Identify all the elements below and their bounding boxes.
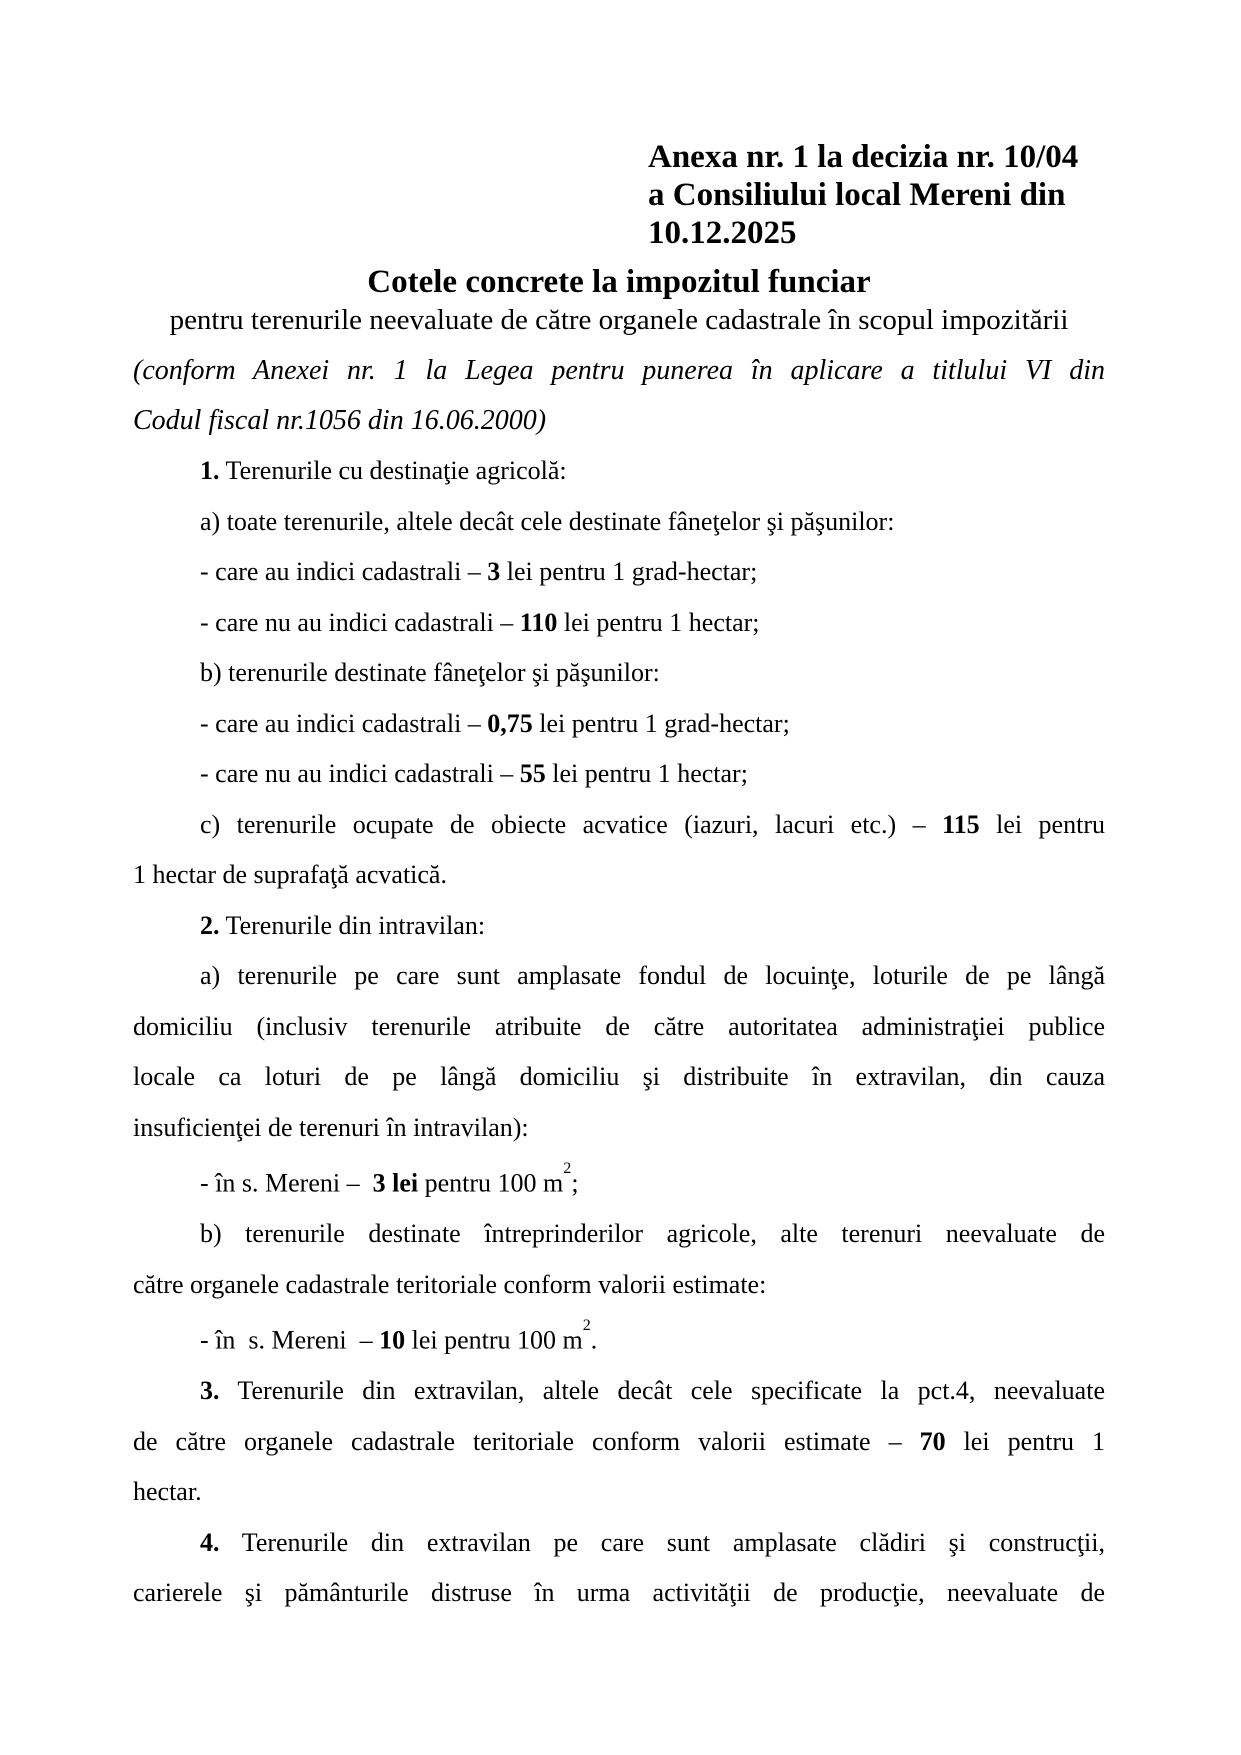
rate-line-noncadastral-55: - care nu au indici cadastrali – 55 lei pentru 1 hectar; [200,759,748,788]
paragraph-2a [133,951,1105,1153]
paragraph-4-line-2: carierele şi pământurile distruse în urma activităţii de producţie, neevaluate de [133,1578,1105,1608]
paragraph-2-number: 2. [200,910,220,940]
annex-header [648,138,1105,252]
paragraph-3-number: 3. [200,1376,220,1406]
paragraph-2a-line-4: insuficienţei de terenuri în intravilan): [133,1112,529,1142]
annex-header-line-1: Anexa nr. 1 la decizia nr. 10/04 [648,139,1079,175]
paragraph-1a: a) toate terenurile, altele decât cele destinate fâneţelor şi păşunilor: [200,506,895,536]
paragraph-2-text: Terenurile din intravilan: [219,910,486,940]
legal-reference-line-1: (conform Anexei nr. 1 la Legea pentru punerea în aplicare a titlului VI din [133,355,1105,386]
rate-value-70: 70 [919,1426,946,1456]
document-body [133,446,1105,1619]
paragraph-1c-line-1: c) terenurile ocupate de obiecte acvatice (iazuri, lacuri etc.) – 115 lei pentru [200,809,1105,839]
rate-value-110: 110 [519,607,558,637]
rate-line-cadastral-3: - care au indici cadastrali – 3 lei pentru 1 grad-hectar; [200,557,758,586]
paragraph-3-line-3: hectar. [133,1477,202,1507]
legal-reference [133,346,1105,446]
paragraph-2a-line-2: domiciliu (inclusiv terenurile atribuite de către autoritatea administraţiei publice [133,1011,1105,1041]
legal-reference-line-2: Codul fiscal nr.1056 din 16.06.2000) [133,405,547,436]
annex-header-line-3: 10.12.2025 [648,215,797,251]
paragraph-3-line-2: de către organele cadastrale teritoriale conform valorii estimate – 70 lei pentru 1 [133,1426,1105,1456]
paragraph-3-line-1: 3. Terenurile din extravilan, altele decât cele specificate la pct.4, neevaluate [200,1376,1105,1406]
paragraph-2a-line-3: locale ca loturi de pe lângă domiciliu şi distribuite în extravilan, din cauza [133,1062,1105,1091]
paragraph-1-number: 1. [200,456,220,485]
paragraph-1c [133,800,1105,901]
paragraph-4-line-1: 4. Terenurile din extravilan pe care sunt amplasate clădiri şi construcţii, [200,1527,1105,1557]
paragraph-2b-line-1: b) terenurile destinate întreprinderilor agricole, alte terenuri neevaluate de [200,1219,1105,1249]
paragraph-3 [133,1366,1105,1518]
rate-line-mereni-3lei: - în s. Mereni – 3 lei pentru 100 $m^2$; [200,1160,579,1198]
document-title: Cotele concrete la impozitul funciar [367,264,871,300]
rate-line-noncadastral-110: - care nu au indici cadastrali – 110 lei pentru 1 hectar; [200,607,760,637]
paragraph-2a-line-1: a) terenurile pe care sunt amplasate fondul de locuinţe, loturile de pe lângă [200,961,1105,990]
paragraph-1c-line-2: 1 hectar de suprafaţă acvatică. [133,860,447,889]
document-subtitle: pentru terenurile neevaluate de către organele cadastrale în scopul impozitării [169,304,1069,336]
rate-value-10: 10 [379,1325,406,1355]
square-meter-superscript: 2 [582,1317,591,1335]
square-meter-superscript: 2 [563,1160,572,1178]
paragraph-1 [133,446,1105,497]
annex-header-line-2: a Consiliului local Mereni din [648,177,1066,213]
rate-value-3lei: 3 lei [372,1168,419,1198]
paragraph-2b [133,1209,1105,1310]
paragraph-2b-line-2: către organele cadastrale teritoriale conform valorii estimate: [133,1269,767,1299]
paragraph-2 [133,901,1105,952]
paragraph-1-text: Terenurile cu destinaţie agricolă: [219,456,567,485]
rate-line-cadastral-075: - care au indici cadastrali – 0,75 lei pentru 1 grad-hectar; [200,708,790,738]
paragraph-4-number: 4. [200,1527,220,1557]
rate-value-075: 0,75 [487,708,533,738]
paragraph-4 [133,1518,1105,1619]
paragraph-1b: b) terenurile destinate fâneţelor şi păşunilor: [200,658,660,687]
rate-value-55: 55 [519,759,546,788]
rate-value-115: 115 [942,809,980,839]
rate-value-3: 3 [487,557,501,586]
rate-line-mereni-10lei: - în s. Mereni – 10 lei pentru 100 $m^2$. [200,1317,598,1355]
